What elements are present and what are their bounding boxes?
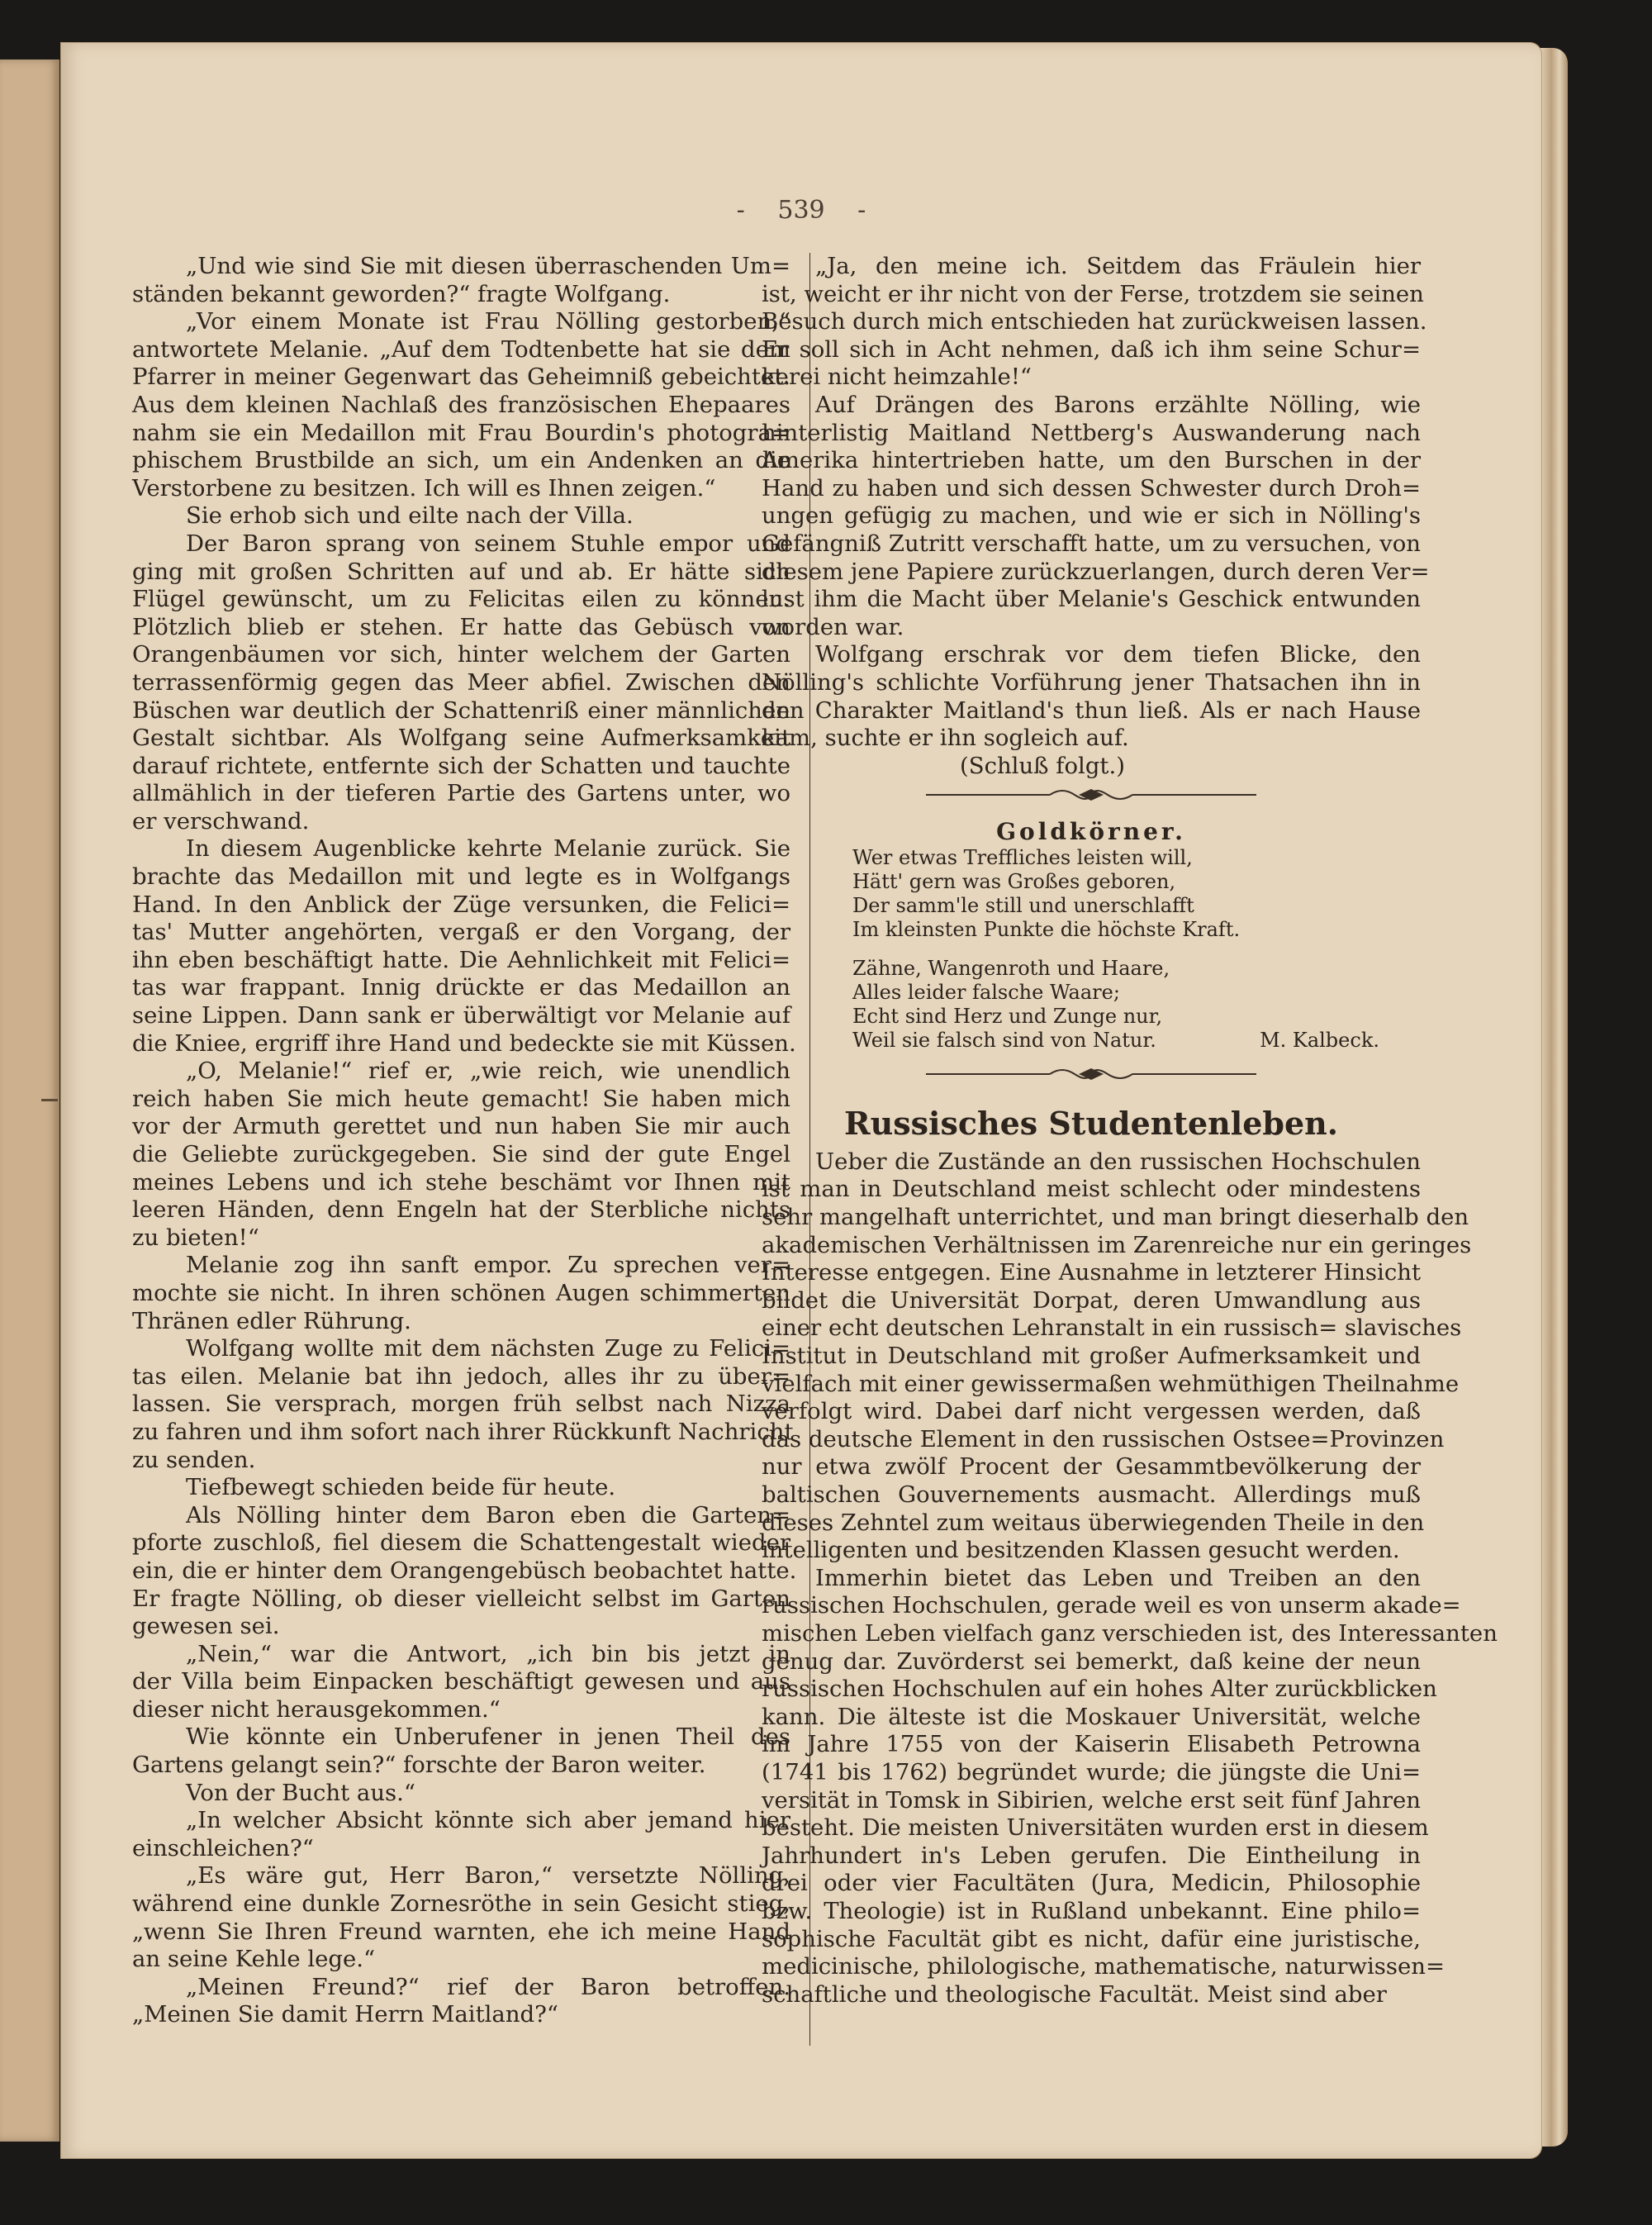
text-line: lust ihm die Macht über Melanie's Geschick entwunden bbox=[762, 586, 1421, 613]
text-line: Aus dem kleinen Nachlaß des französischen Ehepaares bbox=[132, 391, 790, 418]
right-column bbox=[762, 253, 1498, 2009]
text-line: „wenn Sie Ihren Freund warnten, ehe ich meine Hand bbox=[132, 1918, 790, 1945]
text-line: bildet die Universität Dorpat, deren Umwandlung aus bbox=[762, 1286, 1421, 1314]
text-line: Thränen edler Rührung. bbox=[132, 1307, 411, 1334]
text-line: drei oder vier Facultäten (Jura, Medicin, Philosophie bbox=[762, 1870, 1421, 1897]
text-line: „Meinen Freund?“ rief der Baron betroffen. bbox=[186, 1973, 790, 2000]
text-line: zu bieten!“ bbox=[132, 1224, 259, 1251]
text-line: Interesse entgegen. Eine Ausnahme in letzterer Hinsicht bbox=[762, 1259, 1421, 1286]
text-line: einschleichen?“ bbox=[132, 1834, 314, 1861]
text-line: kam, suchte er ihn sogleich auf. bbox=[762, 725, 1129, 752]
text-line: darauf richtete, entfernte sich der Schatten und tauchte bbox=[132, 752, 790, 779]
poem bbox=[762, 846, 1421, 1053]
text-line: allmählich in der tieferen Partie des Gartens unter, wo bbox=[132, 780, 790, 807]
poem-line: Echt sind Herz und Zunge nur, bbox=[852, 1004, 1163, 1028]
text-line: nahm sie ein Medaillon mit Frau Bourdin's photogra= bbox=[132, 419, 790, 446]
text-line: „Meinen Sie damit Herrn Maitland?“ bbox=[132, 2001, 558, 2028]
text-line: In diesem Augenblicke kehrte Melanie zurück. Sie bbox=[186, 835, 790, 863]
text-line: vor der Armuth gerettet und nun haben Sie mir auch bbox=[132, 1113, 790, 1140]
text-line: terrassenförmig gegen das Meer abfiel. Zwischen den bbox=[132, 668, 790, 696]
text-line: kann. Die älteste ist die Moskauer Universität, welche bbox=[762, 1703, 1421, 1730]
text-line: intelligenten und besitzenden Klassen gesucht werden. bbox=[762, 1537, 1400, 1564]
poem-line: Zähne, Wangenroth und Haare, bbox=[852, 956, 1170, 980]
text-line: worden war. bbox=[762, 613, 904, 640]
text-line: an seine Kehle lege.“ bbox=[132, 1946, 376, 1973]
text-line: Ueber die Zustände an den russischen Hochschulen bbox=[815, 1148, 1421, 1175]
text-line: (1741 bis 1762) begründet wurde; die jüngste die Uni= bbox=[762, 1758, 1421, 1785]
text-line: reich haben Sie mich heute gemacht! Sie haben mich bbox=[132, 1085, 790, 1112]
continuation-note: (Schluß folgt.) bbox=[960, 752, 1125, 779]
text-line: dieser nicht herausgekommen.“ bbox=[132, 1695, 501, 1723]
text-line: meines Lebens und ich stehe beschämt vor Ihnen mit bbox=[132, 1168, 790, 1196]
text-line: „O, Melanie!“ rief er, „wie reich, wie unendlich bbox=[186, 1058, 790, 1085]
poem-author: M. Kalbeck. bbox=[1260, 1028, 1379, 1052]
text-line: einer echt deutschen Lehranstalt in ein russisch= slavisches bbox=[762, 1315, 1462, 1342]
text-line: der Villa beim Einpacken beschäftigt gewesen und aus bbox=[132, 1668, 790, 1695]
text-line: ein, die er hinter dem Orangengebüsch beobachtet hatte. bbox=[132, 1557, 797, 1584]
text-line: lassen. Sie versprach, morgen früh selbst nach Nizza bbox=[132, 1391, 790, 1418]
text-line: Verstorbene zu besitzen. Ich will es Ihnen zeigen.“ bbox=[132, 474, 716, 502]
poem-heading: Goldkörner. bbox=[996, 818, 1186, 846]
text-line: Nölling's schlichte Vorführung jener Thatsachen ihn in bbox=[762, 668, 1421, 696]
folio-dash: - bbox=[857, 196, 866, 225]
text-line: „Vor einem Monate ist Frau Nölling gestorben,“ bbox=[186, 308, 790, 335]
text-line: russischen Hochschulen auf ein hohes Alter zurückblicken bbox=[762, 1676, 1437, 1703]
text-line: „Nein,“ war die Antwort, „ich bin bis jetzt in bbox=[186, 1640, 790, 1667]
text-line: leeren Händen, denn Engeln hat der Sterbliche nichts bbox=[132, 1196, 790, 1224]
poem-line: Wer etwas Treffliches leisten will, bbox=[852, 845, 1193, 869]
poem-stanza bbox=[762, 957, 1421, 1053]
story-continuation bbox=[762, 253, 1430, 753]
text-line: Plötzlich blieb er stehen. Er hatte das Gebüsch von bbox=[132, 613, 790, 640]
text-line: „Es wäre gut, Herr Baron,“ versetzte Nölling, bbox=[186, 1862, 790, 1890]
text-line: während eine dunkle Zornesröthe in sein Gesicht stieg, bbox=[132, 1890, 790, 1918]
text-line: Wie könnte ein Unberufener in jenen Theil des bbox=[186, 1723, 790, 1751]
text-line: besteht. Die meisten Universitäten wurden erst in diesem bbox=[762, 1814, 1429, 1842]
poem-line: Weil sie falsch sind von Natur. M. Kalbeck. bbox=[762, 1029, 1421, 1053]
text-line: Als Nölling hinter dem Baron eben die Garten= bbox=[186, 1501, 790, 1528]
text-line: hinterlistig Maitland Nettberg's Auswanderung nach bbox=[762, 419, 1421, 446]
ornament-divider-top bbox=[762, 780, 1421, 818]
text-line: Von der Bucht aus.“ bbox=[186, 1779, 415, 1806]
left-column-text bbox=[132, 253, 797, 2029]
text-line: medicinische, philologische, mathematische, naturwissen= bbox=[762, 1953, 1446, 1980]
text-line: Tiefbewegt schieden beide für heute. bbox=[186, 1474, 616, 1501]
text-line: Er fragte Nölling, ob dieser vielleicht selbst im Garten bbox=[132, 1585, 790, 1612]
text-line: ihn eben beschäftigt hatte. Die Aehnlichkeit mit Felici= bbox=[132, 946, 790, 973]
text-line: Institut in Deutschland mit großer Aufmerksamkeit und bbox=[762, 1343, 1421, 1370]
text-line: ist man in Deutschland meist schlecht oder mindestens bbox=[762, 1176, 1421, 1203]
text-line: nur etwa zwölf Procent der Gesammtbevölkerung der bbox=[762, 1453, 1421, 1481]
text-line: phischem Brustbilde an sich, um ein Andenken an die bbox=[132, 447, 790, 474]
text-line: dieses Zehntel zum weitaus überwiegenden Theile in den bbox=[762, 1509, 1425, 1536]
text-line: im Jahre 1755 von der Kaiserin Elisabeth Petrowna bbox=[762, 1731, 1421, 1758]
text-line: ist, weicht er ihr nicht von der Ferse, trotzdem sie seinen bbox=[762, 280, 1424, 307]
text-line: russischen Hochschulen, gerade weil es von unserm akade= bbox=[762, 1592, 1461, 1619]
text-line: Wolfgang wollte mit dem nächsten Zuge zu Felici= bbox=[186, 1335, 790, 1362]
text-line: genug dar. Zuvörderst sei bemerkt, daß keine der neun bbox=[762, 1647, 1421, 1675]
text-line: mochte sie nicht. In ihren schönen Augen schimmerten bbox=[132, 1279, 790, 1306]
article-title: Russisches Studentenleben. bbox=[844, 1104, 1338, 1142]
text-line: baltischen Gouvernements ausmacht. Allerdings muß bbox=[762, 1481, 1421, 1508]
text-line: Gartens gelangt sein?“ forschte der Baron weiter. bbox=[132, 1752, 706, 1779]
text-line: sophische Facultät gibt es nicht, dafür eine juristische, bbox=[762, 1925, 1421, 1952]
text-line: ging mit großen Schritten auf und ab. Er hätte sich bbox=[132, 558, 790, 585]
text-line: den Charakter Maitland's thun ließ. Als er nach Hause bbox=[762, 697, 1421, 724]
text-line: Sie erhob sich und eilte nach der Villa. bbox=[186, 502, 634, 530]
text-line: die Kniee, ergriff ihre Hand und bedeckte sie mit Küssen. bbox=[132, 1029, 796, 1057]
text-line: Immerhin bietet das Leben und Treiben an den bbox=[815, 1564, 1421, 1591]
text-line: schaftliche und theologische Facultät. Meist sind aber bbox=[762, 1980, 1387, 2008]
page-number-line bbox=[61, 196, 1541, 225]
text-line: gewesen sei. bbox=[132, 1613, 280, 1640]
text-line: Hand. In den Anblick der Züge versunken, die Felici= bbox=[132, 891, 790, 918]
text-line: verfolgt wird. Dabei darf nicht vergessen werden, daß bbox=[762, 1398, 1421, 1425]
text-line: Amerika hintertrieben hatte, um den Burschen in der bbox=[762, 447, 1421, 474]
text-line: vielfach mit einer gewissermaßen wehmüthigen Theilnahme bbox=[762, 1370, 1460, 1397]
text-line: Gestalt sichtbar. Als Wolfgang seine Aufmerksamkeit bbox=[132, 725, 790, 752]
text-line: pforte zuschloß, fiel diesem die Schattengestalt wieder bbox=[132, 1529, 790, 1557]
text-line: ungen gefügig zu machen, und wie er sich in Nölling's bbox=[762, 502, 1421, 530]
text-line: Flügel gewünscht, um zu Felicitas eilen zu können. bbox=[132, 586, 790, 613]
text-line: tas' Mutter angehörten, vergaß er den Vorgang, der bbox=[132, 919, 790, 946]
text-line: die Geliebte zurückgegeben. Sie sind der gute Engel bbox=[132, 1141, 790, 1167]
text-line: Büschen war deutlich der Schattenriß einer männlichen bbox=[132, 697, 790, 724]
text-line: Er soll sich in Acht nehmen, daß ich ihm seine Schur= bbox=[762, 335, 1421, 363]
text-line: akademischen Verhältnissen im Zarenreiche nur ein geringes bbox=[762, 1231, 1472, 1258]
text-line: Wolfgang erschrak vor dem tiefen Blicke, den bbox=[815, 641, 1421, 668]
text-line: bzw. Theologie) ist in Rußland unbekannt. Eine philo= bbox=[762, 1897, 1421, 1924]
poem-line: Hätt' gern was Großes geboren, bbox=[852, 869, 1176, 893]
text-line: Besuch durch mich entschieden hat zurückweisen lassen. bbox=[762, 308, 1427, 335]
text-line: zu fahren und ihm sofort nach ihrer Rückkunft Nachricht bbox=[132, 1418, 794, 1445]
text-line: Jahrhundert in's Leben gerufen. Die Eintheilung in bbox=[762, 1842, 1421, 1869]
text-line: antwortete Melanie. „Auf dem Todtenbette hat sie dem bbox=[132, 335, 790, 363]
text-line: das deutsche Element in den russischen Ostsee=Provinzen bbox=[762, 1425, 1445, 1452]
text-line: „In welcher Absicht könnte sich aber jemand hier bbox=[186, 1807, 790, 1834]
previous-page-edge bbox=[0, 59, 59, 2142]
page-number: 539 bbox=[777, 196, 825, 225]
text-line: tas war frappant. Innig drückte er das Medaillon an bbox=[132, 974, 790, 1001]
text-line: er verschwand. bbox=[132, 807, 310, 834]
text-line: Auf Drängen des Barons erzählte Nölling, wie bbox=[815, 391, 1421, 418]
poem-line: Im kleinsten Punkte die höchste Kraft. bbox=[852, 917, 1241, 941]
poem-stanza bbox=[762, 846, 1421, 942]
text-line: Melanie zog ihn sanft empor. Zu sprechen ver= bbox=[186, 1252, 790, 1279]
text-line: „Und wie sind Sie mit diesen überraschenden Um= bbox=[186, 253, 790, 279]
text-line: Hand zu haben und sich dessen Schwester durch Droh= bbox=[762, 474, 1421, 502]
ornament-divider-bottom bbox=[762, 1053, 1421, 1094]
text-line: zu senden. bbox=[132, 1446, 256, 1473]
text-line: versität in Tomsk in Sibirien, welche erst seit fünf Jahren bbox=[762, 1786, 1421, 1814]
text-line: Orangenbäumen vor sich, hinter welchem der Garten bbox=[132, 641, 790, 668]
article-body bbox=[762, 1148, 1498, 2009]
text-line: sehr mangelhaft unterrichtet, und man bringt dieserhalb den bbox=[762, 1204, 1469, 1231]
text-line: seine Lippen. Dann sank er überwältigt vor Melanie auf bbox=[132, 1002, 790, 1029]
poem-line: Der samm'le still und unerschlafft bbox=[852, 893, 1194, 917]
text-line: Der Baron sprang von seinem Stuhle empor und bbox=[186, 530, 790, 557]
text-line: „Ja, den meine ich. Seitdem das Fräulein hier bbox=[815, 253, 1421, 279]
text-line: ständen bekannt geworden?“ fragte Wolfgang. bbox=[132, 280, 671, 307]
poem-line: Alles leider falsche Waare; bbox=[852, 980, 1120, 1004]
text-line: diesem jene Papiere zurückzuerlangen, durch deren Ver= bbox=[762, 558, 1430, 585]
text-line: tas eilen. Melanie bat ihn jedoch, alles ihr zu über= bbox=[132, 1362, 790, 1390]
folio-dash: - bbox=[736, 196, 745, 225]
text-line: mischen Leben vielfach ganz verschieden ist, des Interessanten bbox=[762, 1619, 1498, 1647]
text-line: brachte das Medaillon mit und legte es in Wolfgangs bbox=[132, 863, 790, 891]
text-line: Pfarrer in meiner Gegenwart das Geheimniß gebeichtet. bbox=[132, 364, 790, 391]
text-line: kerei nicht heimzahle!“ bbox=[762, 364, 1032, 391]
text-line: Gefängniß Zutritt verschafft hatte, um zu versuchen, von bbox=[762, 530, 1421, 557]
